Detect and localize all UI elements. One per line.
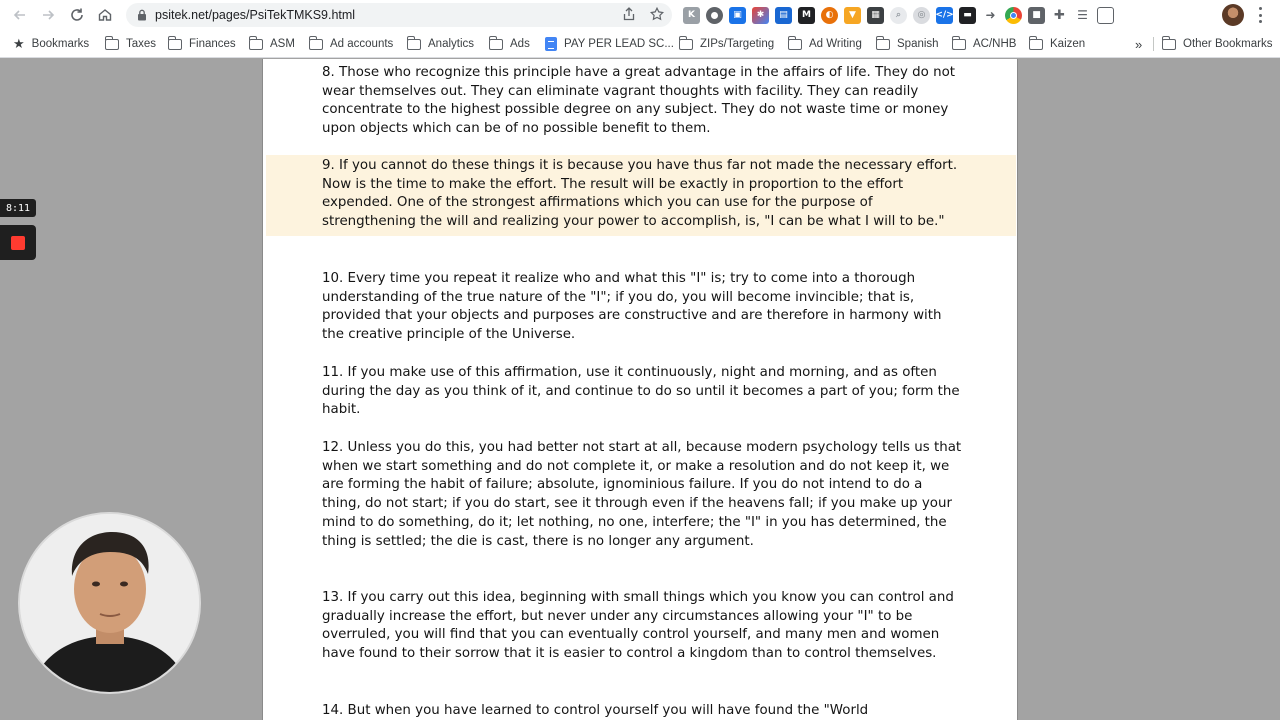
- paragraph-8: 8. Those who recognize this principle have a great advantage in the affairs of life. They do not wear themselves out. They can eliminate vagrant thoughts with facility. They can readily concentrate to the highest possible degree on any subject. They do not waste time or money upon objects which can be of no possible benefit to them.: [322, 65, 956, 137]
- paragraph-10: 10. Every time you repeat it realize who and what this "I" is; try to come into a thorough understanding of the true nature of the "I"; if you do, you will become invincible; that is, provided that your objects and purposes are constructive and are therefore in harmony with the creative principle of the Universe.: [322, 271, 942, 343]
- bookmark-folder-ad-writing[interactable]: Ad Writing: [788, 30, 862, 58]
- folder-icon: [105, 39, 119, 50]
- folder-icon: [249, 39, 263, 50]
- lock-icon: [137, 9, 147, 21]
- star-icon: ★: [13, 36, 25, 51]
- bookmark-folder-other-bookmarks[interactable]: Other Bookmarks: [1162, 30, 1272, 58]
- article-page: [262, 59, 1018, 720]
- extension-doc-icon[interactable]: ▤: [775, 7, 792, 24]
- webcam-bubble[interactable]: [20, 514, 199, 692]
- paragraph-13: 13. If you carry out this idea, beginning with small things which you know you can control and gradually increase the effort, but never under any circumstances allowing your "I" to be overruled, you will find that you can eventually control yourself, and many men and women have found to their sorrow that it is easier to control a kingdom than to control themselves.: [322, 590, 954, 662]
- home-button[interactable]: [93, 3, 117, 27]
- extension-chrome-icon[interactable]: [1005, 7, 1022, 24]
- address-bar[interactable]: [126, 3, 672, 27]
- extension-black-icon[interactable]: ▬: [959, 7, 976, 24]
- forward-button[interactable]: [36, 3, 60, 27]
- folder-icon: [952, 39, 966, 50]
- extension-search-icon[interactable]: ⌕: [890, 7, 907, 24]
- back-button[interactable]: [8, 3, 32, 27]
- bookmark-folder-spanish[interactable]: Spanish: [876, 30, 939, 58]
- chrome-menu-icon[interactable]: [1258, 7, 1262, 23]
- bookmark-bookmarks[interactable]: ★ Bookmarks: [13, 36, 90, 51]
- folder-icon: [1029, 39, 1043, 50]
- reading-list-icon[interactable]: ☰: [1074, 7, 1091, 24]
- home-icon: [97, 7, 113, 23]
- stop-icon: [11, 236, 25, 250]
- recording-timer: 8:11: [0, 199, 36, 217]
- extension-code-icon[interactable]: </>: [936, 7, 953, 24]
- browser-toolbar: [0, 0, 1280, 30]
- paragraph-12: 12. Unless you do this, you had better not start at all, because modern psychology tells us that when we start something and do not complete it, or make a resolution and do not keep it, we are forming the habit of failure; absolute, ignominious failure. If you do not intend to do a thing, do not start; if you do start, see it through even if the heavens fall; if you make up your mind to do something, do it; let nothing, no one, interfere; the "I" in you has determined, the thing is settled; the die is cast, there is no longer any argument.: [322, 440, 962, 549]
- bookmark-folder-zips-targeting[interactable]: ZIPs/Targeting: [679, 30, 774, 58]
- bookmark-folder-taxes[interactable]: Taxes: [105, 30, 156, 58]
- folder-icon: [309, 39, 323, 50]
- bookmark-folder-ads[interactable]: Ads: [489, 30, 530, 58]
- extension-m-icon[interactable]: M: [798, 7, 815, 24]
- extension-blue-icon[interactable]: ▣: [729, 7, 746, 24]
- bookmark-folder-ac-nhb[interactable]: AC/NHB: [952, 30, 1016, 58]
- paragraph-11: 11. If you make use of this affirmation, use it continuously, night and morning, and as often during the day as you think of it, and continue to do so until it becomes a part of you; form the habit.: [322, 365, 960, 418]
- folder-icon: [1162, 39, 1176, 50]
- folder-icon: [489, 39, 503, 50]
- folder-icon: [788, 39, 802, 50]
- paragraph-14: 14. But when you have learned to control yourself you will have found the "World: [322, 703, 869, 718]
- bookmark-folder-kaizen[interactable]: Kaizen: [1029, 30, 1085, 58]
- presenter-image: [20, 514, 199, 692]
- bookmarks-bar: [0, 30, 1280, 58]
- paragraph-9-highlighted: 9. If you cannot do these things it is because you have thus far not made the necessary effort. Now is the time to make the effort. The result will be exactly in proportion to the effort expended. One of the strongest affirmations which you can use for the purpose of strengthening the will and realizing your power to accomplish, is, "I can be what I will to be.": [266, 155, 1016, 236]
- extension-fox-icon[interactable]: ▼: [844, 7, 861, 24]
- arrow-left-icon: [12, 7, 28, 23]
- bookmarks-overflow-chevron-icon[interactable]: »: [1135, 36, 1143, 52]
- bookmark-star-icon[interactable]: [650, 7, 664, 21]
- extensions-strip: [683, 5, 1114, 25]
- extension-arrow-icon[interactable]: ➜: [982, 7, 999, 24]
- folder-icon: [407, 39, 421, 50]
- side-panel-icon[interactable]: [1097, 7, 1114, 24]
- reload-icon: [69, 7, 85, 23]
- bookmark-pay-per-lead[interactable]: PAY PER LEAD SC...: [545, 30, 674, 58]
- arrow-right-icon: [40, 7, 56, 23]
- profile-avatar[interactable]: [1222, 4, 1244, 26]
- bookmark-folder-asm[interactable]: ASM: [249, 30, 295, 58]
- doc-icon: [545, 37, 557, 51]
- extension-colorful-icon[interactable]: ✱: [752, 7, 769, 24]
- stop-recording-button[interactable]: [0, 225, 36, 260]
- folder-icon: [168, 39, 182, 50]
- extension-gray-icon[interactable]: K: [683, 7, 700, 24]
- extension-square-icon[interactable]: ■: [1028, 7, 1045, 24]
- folder-icon: [679, 39, 693, 50]
- extension-orange-icon[interactable]: ◐: [821, 7, 838, 24]
- extensions-puzzle-icon[interactable]: ✚: [1051, 7, 1068, 24]
- extension-record-icon[interactable]: [706, 7, 723, 24]
- bookmark-folder-analytics[interactable]: Analytics: [407, 30, 474, 58]
- bookmark-folder-finances[interactable]: Finances: [168, 30, 236, 58]
- bookmarks-divider: [1153, 37, 1154, 51]
- folder-icon: [876, 39, 890, 50]
- share-icon[interactable]: [622, 7, 636, 21]
- extension-circle-icon[interactable]: ◎: [913, 7, 930, 24]
- bookmark-folder-ad-accounts[interactable]: Ad accounts: [309, 30, 393, 58]
- url-text: psitek.net/pages/PsiTekTMKS9.html: [155, 8, 356, 22]
- reload-button[interactable]: [65, 3, 89, 27]
- extension-dark-icon[interactable]: ▦: [867, 7, 884, 24]
